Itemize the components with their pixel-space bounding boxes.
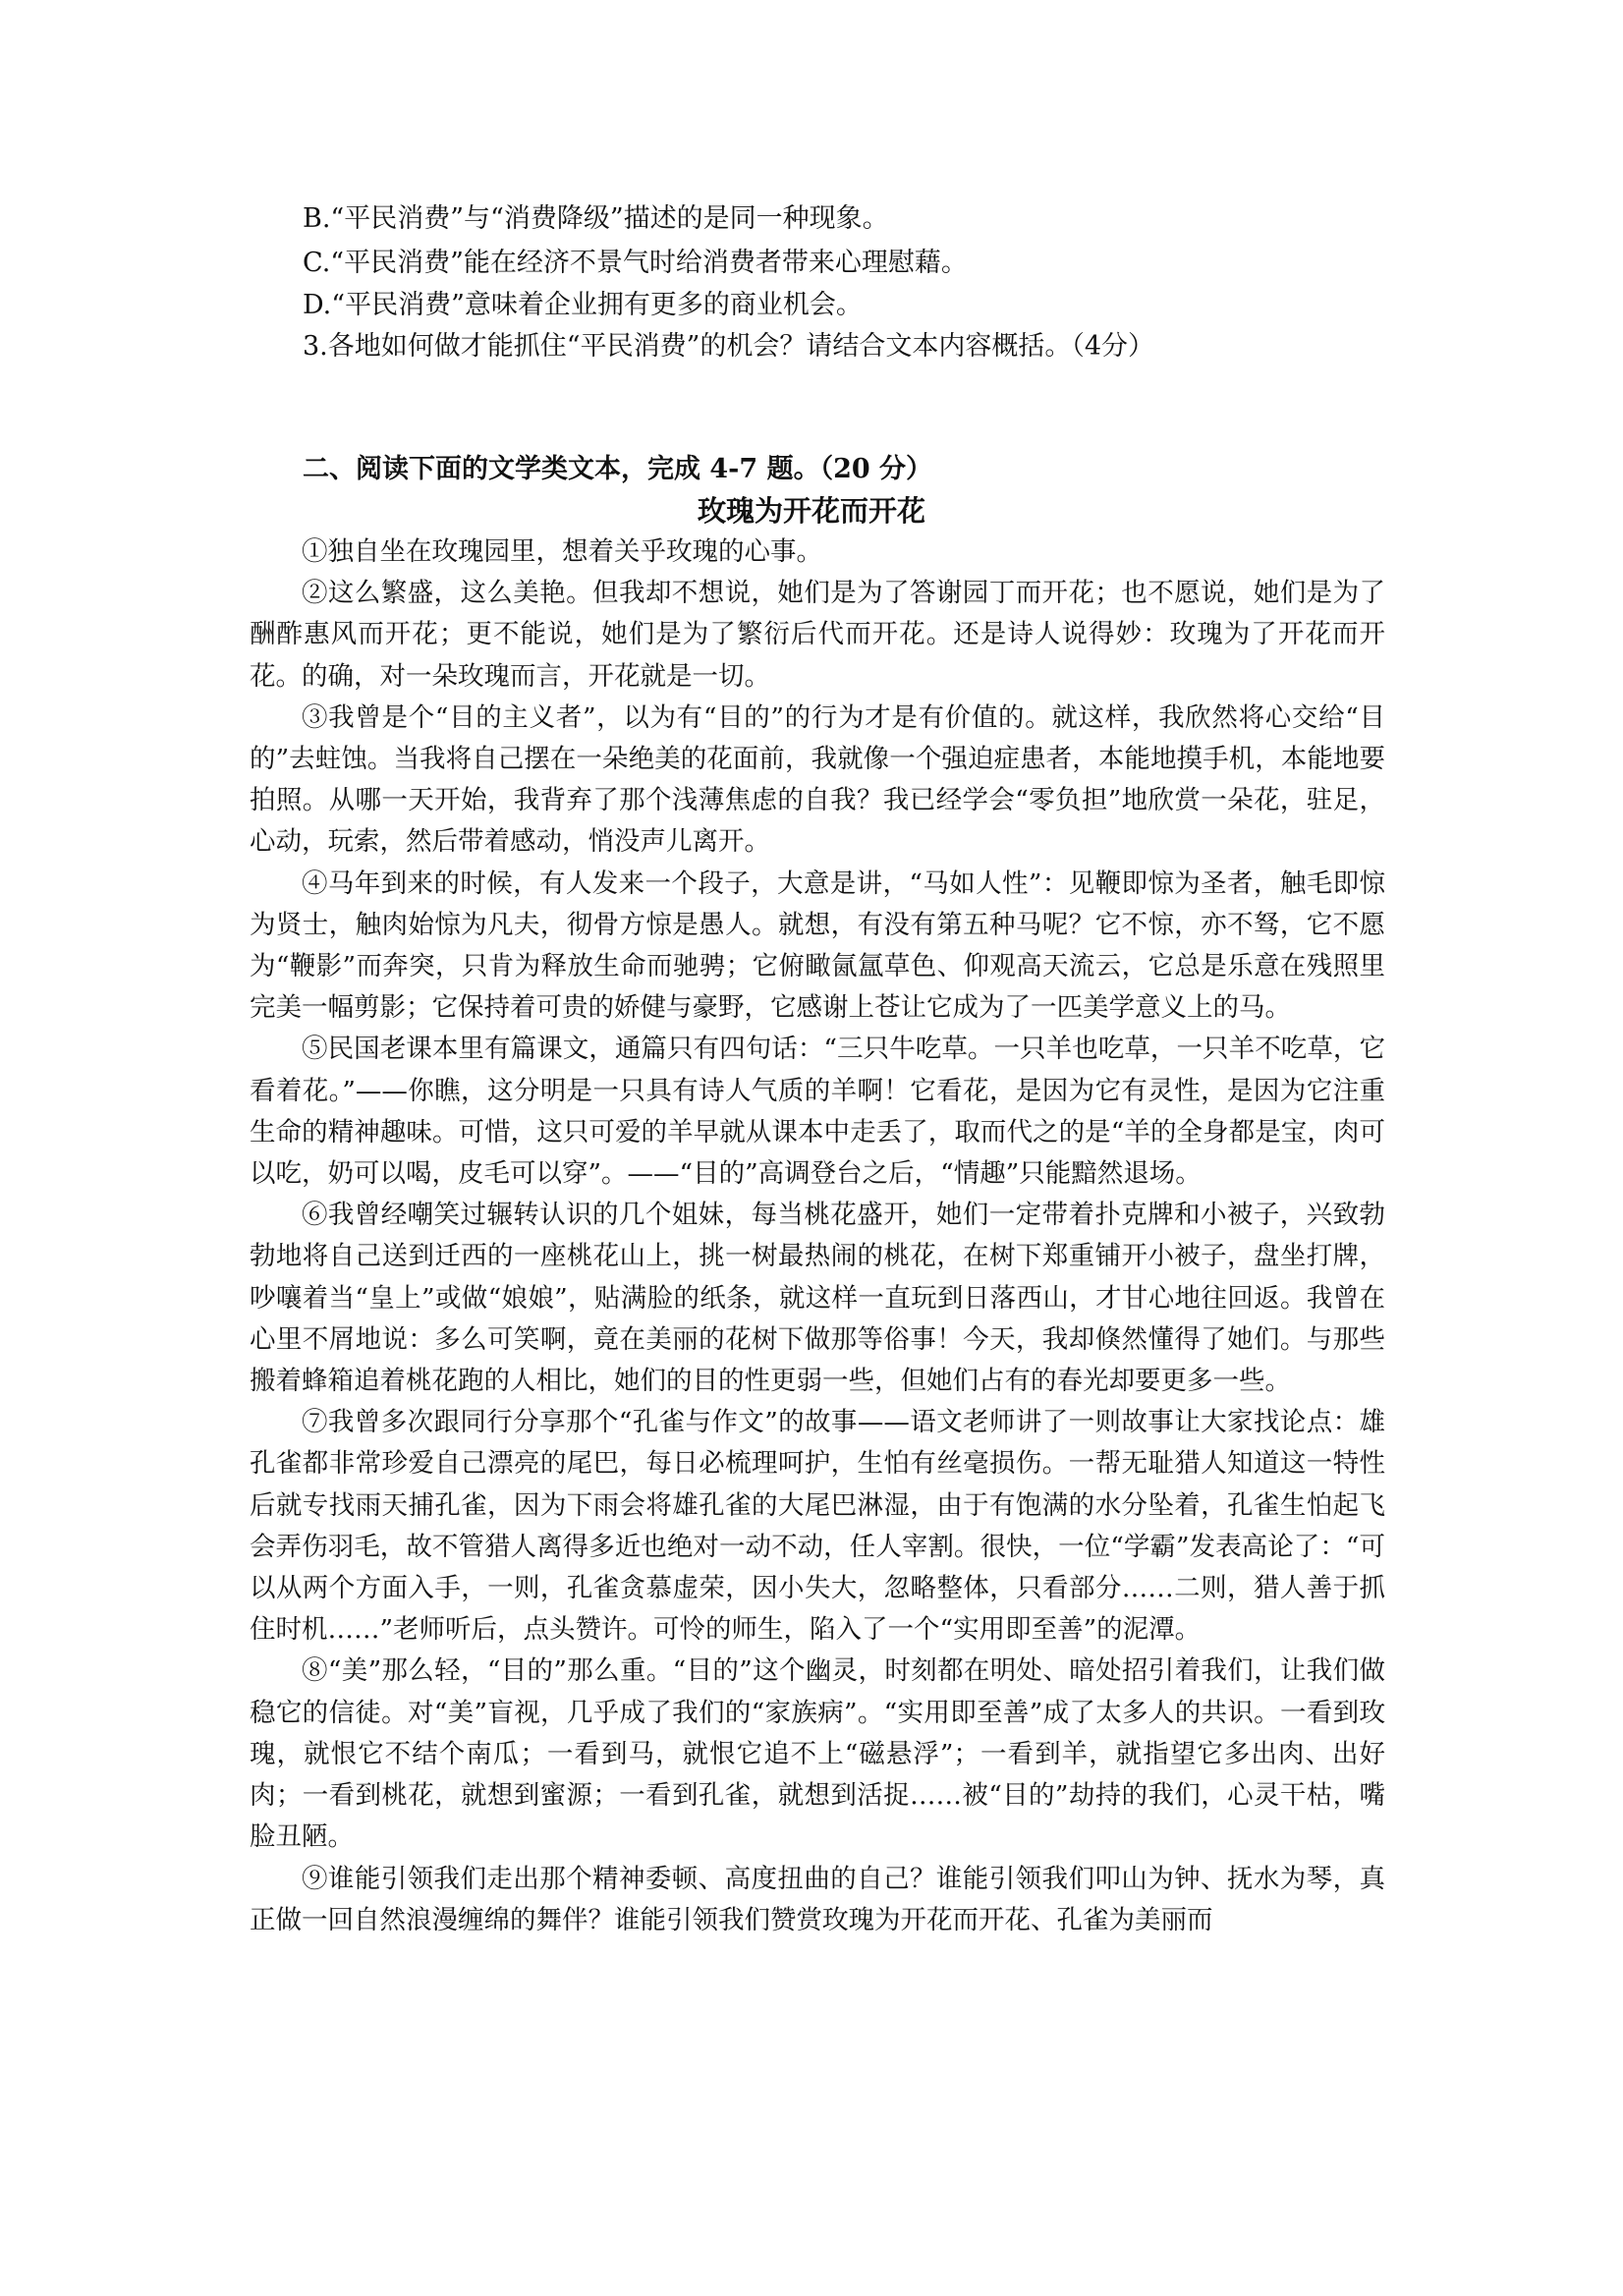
paragraph-3: ③我曾是个“目的主义者”，以为有“目的”的行为才是有价值的。就这样，我欣然将心交给“目的”去蛀蚀。当我将自己摆在一朵绝美的花面前，我就像一个强迫症患者，本能地摸手机，本能地要拍照。从哪一天开始，我背弃了那个浅薄焦虑的自我？我已经学会“零负担”地欣赏一朵花，驻足，心动，玩索，然后带着感动，悄没声儿离开。 bbox=[250, 701, 1385, 858]
paragraph-4: ④马年到来的时候，有人发来一个段子，大意是讲，“马如人性”：见鞭即惊为圣者，触毛即惊为贤士，触肉始惊为凡夫，彻骨方惊是愚人。就想，有没有第五种马呢？它不惊，亦不驽，它不愿为“鞭影”而奔突，只肯为释放生命而驰骋；它俯瞰氤氲草色、仰观高天流云，它总是乐意在残照里完美一幅剪影；它保持着可贵的娇健与豪野，它感谢上苍让它成为了一匹美学意义上的马。 bbox=[250, 868, 1385, 1024]
section-heading: 二、阅读下面的文学类文本，完成 4-7 题。（20 分） bbox=[303, 454, 933, 484]
paragraph-9: ⑨谁能引领我们走出那个精神委顿、高度扭曲的自己？谁能引领我们叩山为钟、抚水为琴，真正做一回自然浪漫缠绵的舞伴？谁能引领我们赞赏玫瑰为开花而开花、孔雀为美丽而 bbox=[250, 1863, 1385, 1935]
article-body bbox=[250, 532, 1385, 1941]
paragraph-6: ⑥我曾经嘲笑过辗转认识的几个姐妹，每当桃花盛开，她们一定带着扑克牌和小被子，兴致勃勃地将自己送到迁西的一座桃花山上，挑一树最热闹的桃花，在树下郑重铺开小被子，盘坐打牌，吵嚷着当“皇上”或做“娘娘”，贴满脸的纸条，就这样一直玩到日落西山，才甘心地往回返。我曾在心里不屑地说：多么可笑啊，竟在美丽的花树下做那等俗事！今天，我却倏然懂得了她们。与那些搬着蜂箱追着桃花跑的人相比，她们的目的性更弱一些，但她们占有的春光却要更多一些。 bbox=[250, 1200, 1385, 1397]
paragraph-1: ①独自坐在玫瑰园里，想着关乎玫瑰的心事。 bbox=[302, 536, 822, 567]
article-title: 玫瑰为开花而开花 bbox=[697, 494, 925, 528]
option-b: B.“平民消费”与“消费降级”描述的是同一种现象。 bbox=[303, 203, 889, 234]
paragraph-5: ⑤民国老课本里有篇课文，通篇只有四句话：“三只牛吃草。一只羊也吃草，一只羊不吃草，它看着花。”——你瞧，这分明是一只具有诗人气质的羊啊！它看花，是因为它有灵性，是因为它注重生命的精神趣味。可惜，这只可爱的羊早就从课本中走丢了，取而代之的是“羊的全身都是宝，肉可以吃，奶可以喝，皮毛可以穿”。——“目的”高调登台之后，“情趣”只能黯然退场。 bbox=[250, 1034, 1385, 1190]
paragraph-2: ②这么繁盛，这么美艳。但我却不想说，她们是为了答谢园丁而开花；也不愿说，她们是为了酬酢惠风而开花；更不能说，她们是为了繁衍后代而开花。还是诗人说得妙：玫瑰为了开花而开花。的确，对一朵玫瑰而言，开花就是一切。 bbox=[250, 578, 1385, 692]
question-3: 3.各地如何做才能抓住“平民消费”的机会？请结合文本内容概括。（4分） bbox=[303, 331, 1155, 362]
paragraph-8: ⑧“美”那么轻，“目的”那么重。“目的”这个幽灵，时刻都在明处、暗处招引着我们，让我们做稳它的信徒。对“美”盲视，几乎成了我们的“家族病”。“实用即至善”成了太多人的共识。一看到玫瑰，就恨它不结个南瓜；一看到马，就恨它追不上“磁悬浮”；一看到羊，就指望它多出肉、出好肉；一看到桃花，就想到蜜源；一看到孔雀，就想到活捉……被“目的”劫持的我们，心灵干枯，嘴脸丑陋。 bbox=[250, 1655, 1385, 1853]
option-d: D.“平民消费”意味着企业拥有更多的商业机会。 bbox=[303, 290, 863, 320]
paragraph-7: ⑦我曾多次跟同行分享那个“孔雀与作文”的故事——语文老师讲了一则故事让大家找论点：雄孔雀都非常珍爱自己漂亮的尾巴，每日必梳理呵护，生怕有丝毫损伤。一帮无耻猎人知道这一特性后就专找雨天捕孔雀，因为下雨会将雄孔雀的大尾巴淋湿，由于有饱满的水分坠着，孔雀生怕起飞会弄伤羽毛，故不管猎人离得多近也绝对一动不动，任人宰割。很快，一位“学霸”发表高论了：“可以从两个方面入手，一则，孔雀贪慕虚荣，因小失大，忽略整体，只看部分……二则，猎人善于抓住时机……”老师听后，点头赞许。可怜的师生，陷入了一个“实用即至善”的泥潭。 bbox=[250, 1407, 1385, 1646]
option-c: C.“平民消费”能在经济不景气时给消费者带来心理慰藉。 bbox=[303, 248, 968, 278]
